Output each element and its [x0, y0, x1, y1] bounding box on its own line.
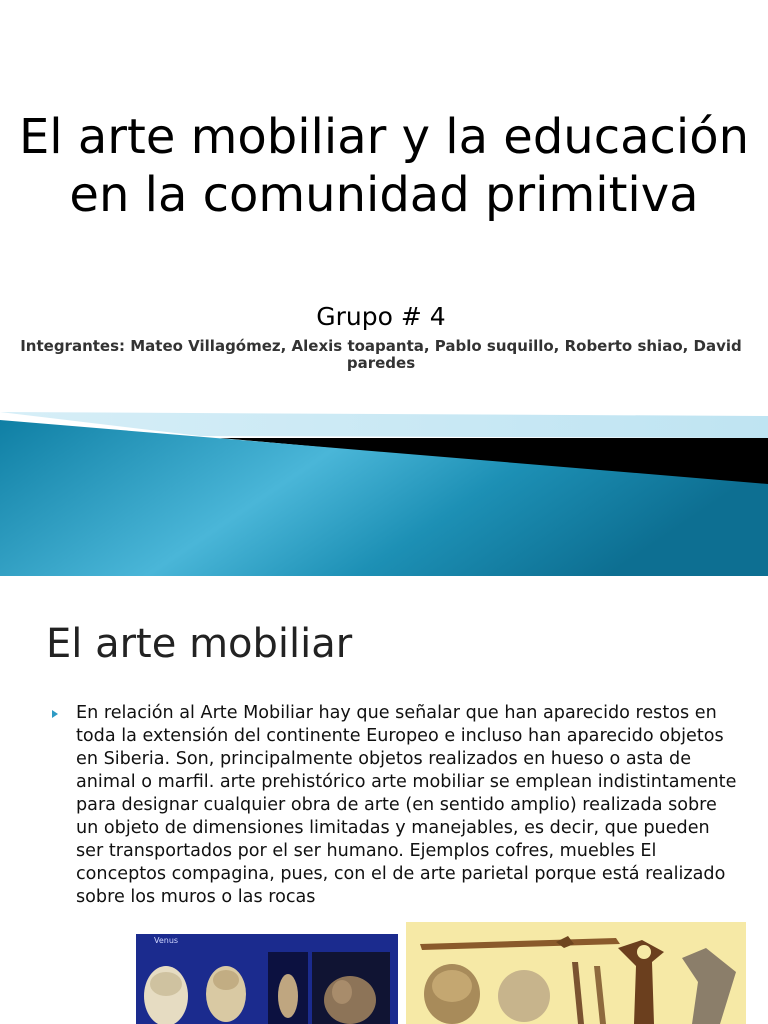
- venus-figurines-image: [136, 934, 398, 1024]
- artifacts-drawing: [406, 922, 746, 1024]
- content-slide: [0, 576, 768, 1024]
- members-list: Integrantes: Mateo Villagómez, Alexis toapanta, Pablo suquillo, Roberto shiao, David paredes: [20, 337, 742, 372]
- triangle-bullet-icon: [52, 710, 58, 718]
- venus-image-label: Venus: [154, 936, 179, 945]
- slide-title: El arte mobiliar y la educación en la comunidad primitiva: [18, 109, 750, 223]
- venus-figurines-drawing: [136, 934, 398, 1024]
- bullet-item: [52, 702, 742, 909]
- prehistoric-artifacts-image: [406, 922, 746, 1024]
- decorative-band: [0, 412, 768, 576]
- slide-subtitle: Grupo # 4: [316, 302, 446, 331]
- content-title: El arte mobiliar: [46, 621, 353, 667]
- bullet-text: En relación al Arte Mobiliar hay que señalar que han aparecido restos en toda la extensión del continente Europeo e incluso han aparecido objetos en Siberia. Son, principalmente objetos realizados en hueso o asta de animal o marfil. arte prehistórico arte mobiliar se emplean indistintamente para designar cualquier obra de arte (en sentido amplio) realizada sobre un objeto de dimensiones limitadas y manejables, es decir, que pueden ser transportados por el ser humano. Ejemplos cofres, muebles El conceptos compagina, pues, con el de arte parietal porque está realizado sobre los muros o las rocas: [76, 703, 737, 907]
